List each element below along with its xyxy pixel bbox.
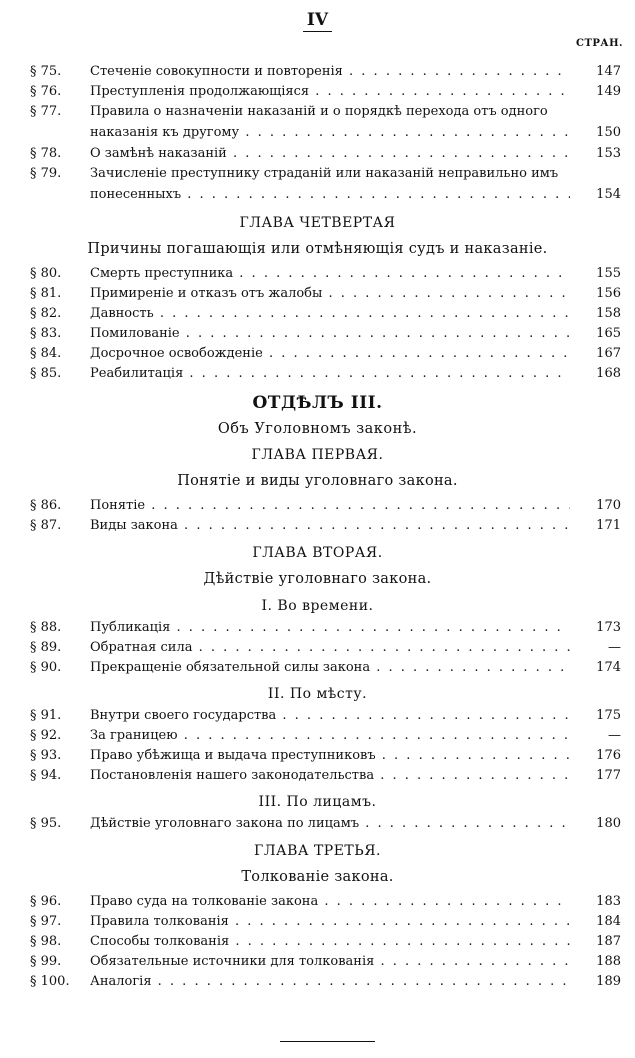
- page-reference: 174: [596, 660, 621, 675]
- entry-title: Правила толкованія . . .: [90, 912, 570, 932]
- chapter-title: ГЛАВА ЧЕТВЕРТАЯ: [239, 215, 396, 231]
- toc-entry: [0, 706, 635, 726]
- entry-title: Право убѣжища и выдача преступниковъ . . .: [90, 746, 570, 766]
- bottom-rule: [280, 1041, 375, 1042]
- section-number: § 99.: [30, 954, 62, 969]
- section-number: § 84.: [30, 346, 62, 361]
- section-number: § 97.: [30, 914, 62, 929]
- entry-title: Аналогія . . .: [90, 972, 570, 992]
- page-reference: 183: [596, 894, 621, 909]
- page-reference: 175: [596, 708, 621, 723]
- toc-entry: [0, 324, 635, 344]
- page-reference: 180: [596, 816, 621, 831]
- page-reference: 187: [596, 934, 621, 949]
- toc-entry: [0, 304, 635, 324]
- entry-title: Виды закона . . .: [90, 516, 570, 536]
- entry-title: Публикація . . .: [90, 618, 570, 638]
- page-reference: 153: [596, 146, 621, 161]
- toc-entry: [0, 344, 635, 364]
- entry-title: Примиреніе и отказъ отъ жалобы . . .: [90, 284, 570, 304]
- chapter-subtitle: Дѣйствіе уголовнаго закона.: [203, 571, 432, 587]
- entry-title: Смерть преступника . . .: [90, 264, 570, 284]
- subsection-heading: II. По мѣсту.: [267, 686, 368, 702]
- section-number: § 87.: [30, 518, 62, 533]
- toc-entry: [0, 892, 635, 912]
- toc-entry: [0, 952, 635, 972]
- toc-entry: [0, 496, 635, 516]
- section-number: § 86.: [30, 498, 62, 513]
- section-number: § 83.: [30, 326, 62, 341]
- entry-title-continuation: наказанія къ другому . . .: [90, 123, 570, 143]
- toc-entry: [0, 746, 635, 766]
- page-reference: 167: [596, 346, 621, 361]
- chapter-subtitle: Причины погашающія или отмѣняющія судъ и наказаніе.: [87, 241, 548, 257]
- section-number: § 85.: [30, 366, 62, 381]
- section-number: § 75.: [30, 64, 62, 79]
- entry-title: Способы толкованія . . .: [90, 932, 570, 952]
- page-reference: 149: [596, 84, 621, 99]
- toc-entry: [0, 726, 635, 746]
- chapter-title: ГЛАВА ПЕРВАЯ.: [251, 447, 384, 463]
- entry-title: Обязательные источники для толкованія . . .: [90, 952, 570, 972]
- chapter-title: ГЛАВА ТРЕТЬЯ.: [254, 843, 381, 859]
- subsection-heading: I. Во времени.: [261, 598, 374, 614]
- page-reference: 168: [596, 366, 621, 381]
- section-number: § 80.: [30, 266, 62, 281]
- entry-title: Право суда на толкованіе закона . . .: [90, 892, 570, 912]
- section-number: § 98.: [30, 934, 62, 949]
- chapter-subtitle: Понятіе и виды уголовнаго закона.: [177, 473, 458, 489]
- entry-title: Реабилитація . . .: [90, 364, 570, 384]
- page-reference: 176: [596, 748, 621, 763]
- section-number: § 93.: [30, 748, 62, 763]
- section-number: § 82.: [30, 306, 62, 321]
- section-number: § 95.: [30, 816, 62, 831]
- toc-entry: [0, 638, 635, 658]
- toc-entry: [0, 932, 635, 952]
- subsection-heading: III. По лицамъ.: [258, 794, 377, 810]
- page-reference: 154: [596, 187, 621, 202]
- page-reference: 177: [596, 768, 621, 783]
- entry-title: Зачисленіе преступнику страданій или наказаній неправильно имъ: [90, 166, 559, 181]
- page-reference: 165: [596, 326, 621, 341]
- toc-entry: [0, 658, 635, 678]
- section-number: § 94.: [30, 768, 62, 783]
- entry-title: Внутри своего государства . . .: [90, 706, 570, 726]
- toc-entry: [0, 766, 635, 786]
- page-reference: 150: [596, 125, 621, 140]
- section-number: § 92.: [30, 728, 62, 743]
- section-number: § 77.: [30, 104, 62, 119]
- entry-title: За границею . . .: [90, 726, 570, 746]
- page-reference: 184: [596, 914, 621, 929]
- page-reference: 173: [596, 620, 621, 635]
- page-reference: 147: [596, 64, 621, 79]
- toc-entry: [0, 144, 635, 164]
- toc-entry: [0, 164, 635, 206]
- page-reference: 156: [596, 286, 621, 301]
- page-reference: 170: [596, 498, 621, 513]
- section-number: § 90.: [30, 660, 62, 675]
- entry-title: Дѣйствіе уголовнаго закона по лицамъ . . .: [90, 814, 570, 834]
- toc-entry: [0, 264, 635, 284]
- entry-title: Преступленія продолжающіяся . . .: [90, 82, 570, 102]
- entry-title: Прекращеніе обязательной силы закона . . .: [90, 658, 570, 678]
- toc-entry: [0, 62, 635, 82]
- entry-title: Постановленія нашего законодательства . . .: [90, 766, 570, 786]
- part-subtitle: Объ Уголовномъ законѣ.: [217, 421, 418, 437]
- toc-entry: [0, 618, 635, 638]
- section-number: § 96.: [30, 894, 62, 909]
- part-title: ОТДѢЛЪ III.: [252, 393, 383, 413]
- entry-title: Понятіе . . .: [90, 496, 570, 516]
- page-reference: 171: [596, 518, 621, 533]
- page-column-label: СТРАН.: [576, 38, 623, 49]
- chapter-subtitle: Толкованіе закона.: [241, 869, 394, 885]
- toc-entry: [0, 364, 635, 384]
- table-of-contents: [0, 62, 635, 992]
- toc-entry: [0, 284, 635, 304]
- toc-entry: [0, 972, 635, 992]
- chapter-title: ГЛАВА ВТОРАЯ.: [252, 545, 383, 561]
- toc-entry: [0, 516, 635, 536]
- section-number: § 81.: [30, 286, 62, 301]
- page-reference: —: [608, 728, 621, 743]
- toc-entry: [0, 912, 635, 932]
- toc-entry: [0, 102, 635, 144]
- entry-title: Помилованіе . . .: [90, 324, 570, 344]
- entry-title: О замѣнѣ наказаній . . .: [90, 144, 570, 164]
- page-reference: 158: [596, 306, 621, 321]
- entry-title: Давность . . .: [90, 304, 570, 324]
- toc-entry: [0, 82, 635, 102]
- page-reference: 189: [596, 974, 621, 989]
- page-reference: 188: [596, 954, 621, 969]
- section-number: § 89.: [30, 640, 62, 655]
- entry-title: Досрочное освобожденіе . . .: [90, 344, 570, 364]
- entry-title: Стеченіе совокупности и повторенія . . .: [90, 62, 570, 82]
- section-number: § 91.: [30, 708, 62, 723]
- toc-entry: [0, 814, 635, 834]
- section-number: § 76.: [30, 84, 62, 99]
- section-number: § 79.: [30, 166, 62, 181]
- section-number: § 78.: [30, 146, 62, 161]
- section-number: § 100.: [30, 974, 70, 989]
- page-reference: —: [608, 640, 621, 655]
- entry-title-continuation: понесенныхъ . . .: [90, 185, 570, 205]
- entry-title: Правила о назначеніи наказаній и о порядкѣ перехода отъ одного: [90, 104, 548, 119]
- page-reference: 155: [596, 266, 621, 281]
- entry-title: Обратная сила . . .: [90, 638, 570, 658]
- section-number: § 88.: [30, 620, 62, 635]
- page-number: IV: [0, 10, 635, 30]
